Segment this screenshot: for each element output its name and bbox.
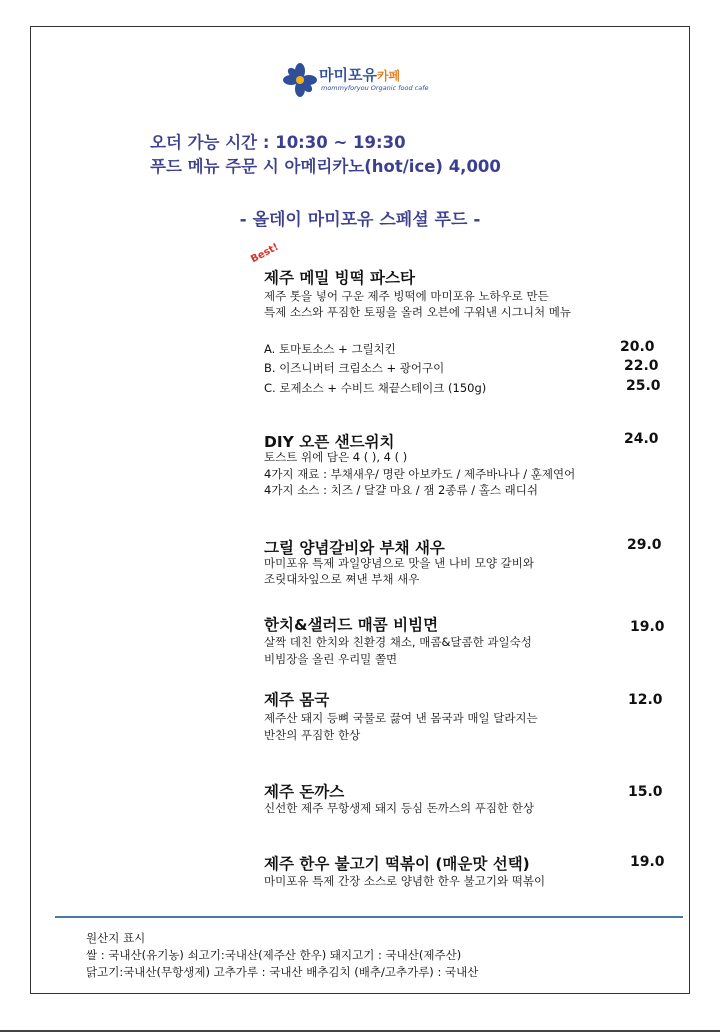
item-price: 12.0 [628, 692, 663, 708]
item-desc: 제주산 돼지 등뼈 국물로 끓여 낸 몸국과 매일 달라지는 [264, 711, 538, 725]
item-desc: 마미포유 특제 과일양념으로 맛을 낸 나비 모양 갈비와 [264, 556, 534, 570]
item-desc: 4가지 재료 : 부채새우/ 명란 아보카도 / 제주바나나 / 훈제연어 [264, 467, 576, 481]
option-price: 22.0 [624, 358, 659, 374]
item-name: 그릴 양념갈비와 부채 새우 [264, 539, 445, 557]
divider [0, 1030, 720, 1032]
brand-name: 마미포유카페 [319, 66, 401, 84]
item-desc: 반찬의 푸짐한 한상 [264, 728, 361, 742]
origin-line: 닭고기:국내산(무항생제) 고추가루 : 국내산 배추김치 (배추/고추가루) : 국내산 [86, 965, 479, 979]
item-name: 제주 몸국 [264, 691, 330, 709]
item-name: 한치&샐러드 매콤 비빔면 [264, 616, 439, 634]
item-desc: 마미포유 특제 간장 소스로 양념한 한우 불고기와 떡볶이 [264, 874, 546, 888]
item-desc: 비빔장을 올린 우리밀 쫄면 [264, 652, 398, 666]
item-desc: 신선한 제주 무항생제 돼지 등심 돈까스의 푸짐한 한상 [264, 801, 534, 815]
item-price: 15.0 [628, 784, 663, 800]
flower-icon [283, 62, 317, 98]
option-label: B. 이즈니버터 크림소스 + 광어구이 [264, 361, 445, 375]
item-name: 제주 메밀 빙떡 파스타 [264, 269, 415, 287]
item-name: DIY 오픈 샌드위치 [264, 433, 395, 451]
item-price: 19.0 [630, 619, 665, 635]
section-title: - 올데이 마미포유 스페셜 푸드 - [239, 210, 481, 230]
coffee-offer: 푸드 메뉴 주문 시 아메리카노(hot/ice) 4,000 [150, 157, 501, 176]
item-desc: 특제 소스와 푸짐한 토핑을 올려 오븐에 구워낸 시그니처 메뉴 [264, 305, 571, 319]
option-label: A. 토마토소스 + 그릴치킨 [264, 342, 396, 356]
item-name: 제주 한우 불고기 떡볶이 (매운맛 선택) [264, 855, 530, 873]
best-badge: Best! [249, 241, 281, 266]
item-desc: 토스트 위에 담은 4 ( ), 4 ( ) [264, 450, 408, 464]
item-desc: 살짝 데친 한치와 친환경 채소, 매콤&달콤한 과일숙성 [264, 635, 532, 649]
item-price: 19.0 [630, 854, 665, 870]
brand-tagline: mommyforyou Organic food cafe [321, 84, 429, 92]
order-hours: 오더 가능 시간 : 10:30 ~ 19:30 [150, 133, 406, 152]
option-label: C. 로제소스 + 수비드 채끝스테이크 (150g) [264, 381, 487, 395]
option-price: 25.0 [626, 378, 661, 394]
option-price: 20.0 [620, 339, 655, 355]
item-name: 제주 돈까스 [264, 783, 345, 801]
item-price: 29.0 [627, 537, 662, 553]
cafe-label: 카페 [376, 69, 401, 83]
divider [55, 916, 683, 918]
item-price: 24.0 [624, 431, 659, 447]
item-desc: 조릿대차잎으로 쪄낸 부채 새우 [264, 572, 420, 586]
origin-line: 쌀 : 국내산(유기농) 쇠고기:국내산(제주산 한우) 돼지고기 : 국내산(제주산) [86, 948, 462, 962]
origin-title: 원산지 표시 [86, 931, 146, 945]
item-desc: 제주 톳을 넣어 구운 제주 빙떡에 마미포유 노하우로 만든 [264, 289, 549, 303]
item-desc: 4가지 소스 : 치즈 / 달걀 마요 / 잼 2종류 / 홀스 래디쉬 [264, 483, 538, 497]
logo [283, 62, 483, 102]
